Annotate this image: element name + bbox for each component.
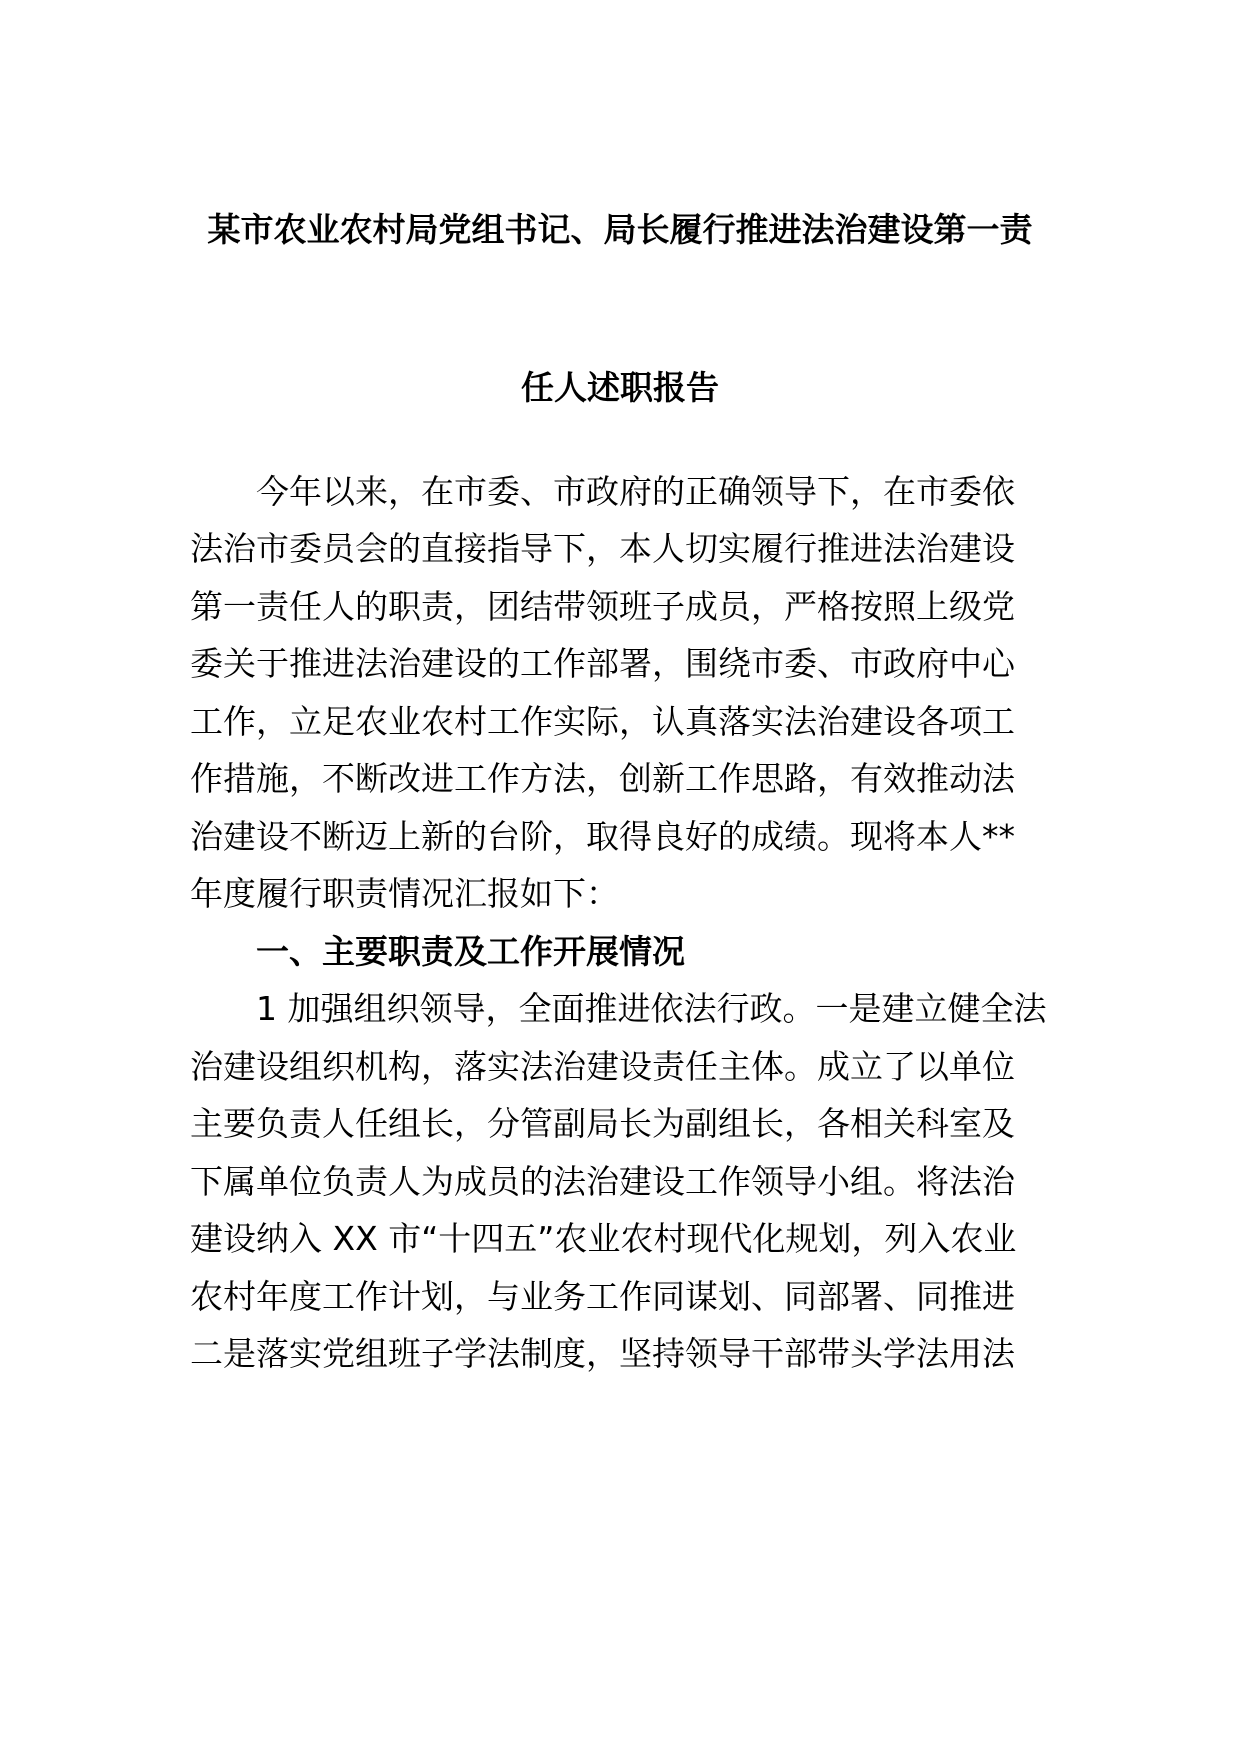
intro-line-2: 法治市委员会的直接指导下，本人切实履行推进法治建设 bbox=[190, 529, 1015, 568]
section-line-2: 治建设组织机构，落实法治建设责任主体。成立了以单位 bbox=[190, 1047, 1015, 1086]
intro-line-6: 作措施，不断改进工作方法，创新工作思路，有效推动法 bbox=[190, 759, 1015, 798]
intro-line-3: 第一责任人的职责，团结带领班子成员，严格按照上级党 bbox=[190, 587, 1015, 626]
section-line-6: 农村年度工作计划，与业务工作同谋划、同部署、同推进 bbox=[190, 1277, 1015, 1316]
section-heading: 一、主要职责及工作开展情况 bbox=[256, 932, 685, 971]
intro-line-8: 年度履行职责情况汇报如下： bbox=[190, 874, 619, 913]
intro-line-5: 工作，立足农业农村工作实际，认真落实法治建设各项工 bbox=[190, 702, 1015, 741]
section-line-4: 下属单位负责人为成员的法治建设工作领导小组。将法治 bbox=[190, 1162, 1015, 1201]
section-line-5: 建设纳入 XX 市“十四五”农业农村现代化规划，列入农业 bbox=[190, 1219, 1017, 1258]
intro-line-7: 治建设不断迈上新的台阶，取得良好的成绩。现将本人** bbox=[190, 817, 1015, 856]
section-line-1: 1 加强组织领导，全面推进依法行政。一是建立健全法 bbox=[256, 989, 1047, 1028]
document-title-line-2: 任人述职报告 bbox=[521, 368, 719, 407]
intro-line-1: 今年以来，在市委、市政府的正确领导下，在市委依 bbox=[256, 472, 1015, 511]
intro-line-4: 委关于推进法治建设的工作部署，围绕市委、市政府中心 bbox=[190, 644, 1015, 683]
document-title-line-1: 某市农业农村局党组书记、局长履行推进法治建设第一责 bbox=[207, 210, 1033, 249]
section-line-7: 二是落实党组班子学法制度，坚持领导干部带头学法用法 bbox=[190, 1334, 1015, 1373]
section-line-3: 主要负责人任组长，分管副局长为副组长，各相关科室及 bbox=[190, 1104, 1015, 1143]
